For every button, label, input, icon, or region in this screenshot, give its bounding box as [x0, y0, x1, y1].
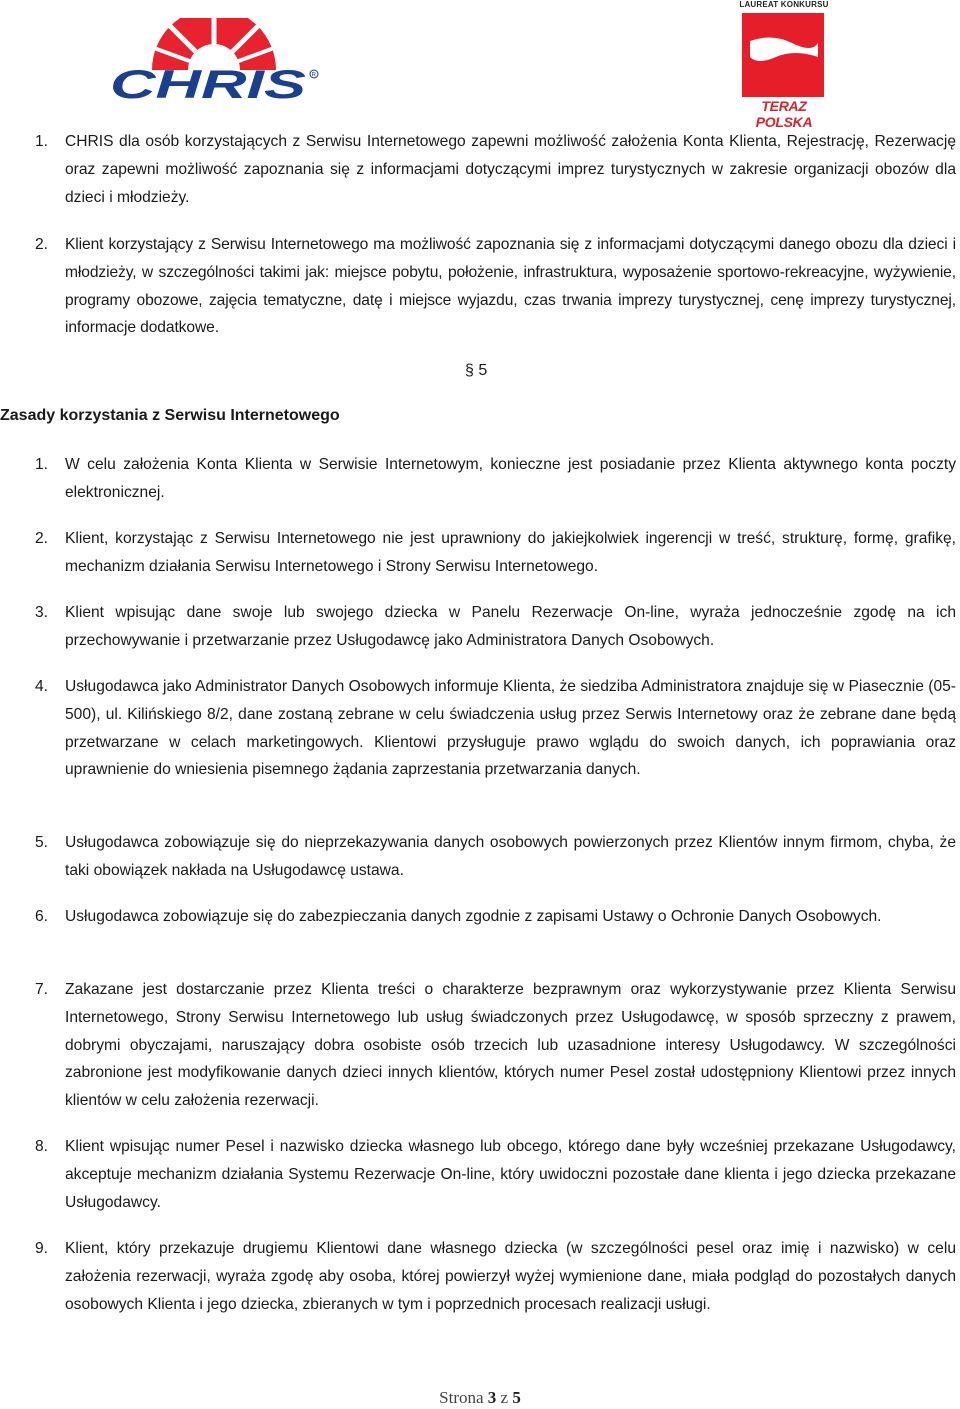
- rule-item-number: 6.: [35, 908, 49, 925]
- svg-text:R: R: [311, 72, 316, 79]
- rule-item-3: [35, 599, 956, 655]
- intro-item-number: 1.: [35, 133, 49, 150]
- rule-item-5: [35, 829, 956, 885]
- award-emblem: [742, 13, 824, 97]
- rule-item-text: W celu założenia Konta Klienta w Serwisie Internetowym, konieczne jest posiadanie przez Klienta aktywnego konta poczty elektronicznej.: [65, 456, 956, 501]
- intro-item-number: 2.: [35, 236, 49, 253]
- rule-item-number: 9.: [35, 1240, 49, 1257]
- rule-item-text: Usługodawca zobowiązuje się do nieprzekazywania danych osobowych powierzonych przez Klientów innym firmom, chyba, że taki obowiązek nakłada na Usługodawcę ustawa.: [65, 834, 956, 879]
- rule-item-7: [35, 976, 956, 1115]
- rule-item-number: 7.: [35, 981, 49, 998]
- rule-item-number: 5.: [35, 834, 49, 851]
- rule-item-number: 1.: [35, 456, 49, 473]
- footer-page-total: 5: [512, 1388, 521, 1407]
- rule-item-number: 3.: [35, 604, 49, 621]
- rule-item-text: Klient wpisując numer Pesel i nazwisko dziecka własnego lub obcego, którego dane były wcześniej przekazane Usługodawcy, akceptuje mechanizm działania Systemu Rezerwacje On-line, który uwidoczni pozostałe dane klienta i jego dziecka przekazane Usługodawcy.: [65, 1138, 956, 1211]
- intro-item-1: [35, 128, 956, 211]
- rule-item-text: Klient, który przekazuje drugiemu Klientowi dane własnego dziecka (w szczególności pesel oraz imię i nazwisko) w celu założenia rezerwacji, wyraża zgodę aby osoba, której powierzył wyżej wymienione dane, miała podgląd do pozostałych danych osobowych Klienta i jego dziecka, zbieranych w tym i poprzednich procesach realizacji usługi.: [65, 1240, 956, 1313]
- page-footer: [0, 1388, 960, 1408]
- chris-logo-text: CHRIS: [110, 63, 307, 104]
- intro-item-text: Klient korzystający z Serwisu Internetowego ma możliwość zapoznania się z informacjami dotyczącymi danego obozu dla dzieci i młodzieży, w szczególności takimi jak: miejsce pobytu, położenie, infrastruktura, wyposażenie sportowo-rekreacyjne, wyżywienie, programy obozowe, zajęcia tematyczne, datę i miejsce wyjazdu, czas trwania imprezy turystycznej, cenę imprezy turystycznej, informacje dodatkowe.: [65, 236, 956, 337]
- rule-item-2: [35, 525, 956, 581]
- rule-item-text: Klient, korzystając z Serwisu Internetowego nie jest uprawniony do jakiejkolwiek ingerencji w treść, strukturę, formę, grafikę, mechanizm działania Serwisu Internetowego i Strony Serwisu Internetowego.: [65, 530, 956, 575]
- rule-item-6: [35, 903, 956, 931]
- section-title: Zasady korzystania z Serwisu Internetowego: [0, 407, 340, 424]
- rule-item-text: Zakazane jest dostarczanie przez Klienta treści o charakterze bezprawnym oraz wykorzystywanie przez Klienta Serwisu Internetowego, Strony Serwisu Internetowego lub usług świadczonych przez Usługodawcę, w sposób sprzeczny z prawem, dobrymi obyczajami, naruszający dobra osobiste osób trzecich lub uzasadnione interesy Usługodawcy. W szczególności zabronione jest modyfikowanie danych dzieci innych klientów, których numer Pesel został udostępniony Klientowi przez innych klientów w celu założenia rezerwacji.: [65, 981, 956, 1110]
- rule-item-text: Usługodawca zobowiązuje się do zabezpieczania danych zgodnie z zapisami Ustawy o Ochronie Danych Osobowych.: [65, 908, 882, 925]
- rule-item-text: Klient wpisując dane swoje lub swojego dziecka w Panelu Rezerwacje On-line, wyraża jednocześnie zgodę na ich przechowywanie i przetwarzanie przez Usługodawcę jako Administratora Danych Osobowych.: [65, 604, 956, 649]
- award-subtitle: TERAZ POLSKA: [755, 98, 813, 130]
- rule-item-8: [35, 1133, 956, 1216]
- chris-logo: [108, 18, 320, 104]
- rule-item-4: [35, 673, 956, 784]
- footer-label: Strona: [439, 1388, 484, 1407]
- rule-item-text: Usługodawca jako Administrator Danych Osobowych informuje Klienta, że siedziba Administratora znajduje się w Piasecznie (05-500), ul. Kilińskiego 8/2, dane zostaną zebrane w celu świadczenia usług przez Serwis Internetowy oraz że zebrane dane będą przetwarzane w celach marketingowych. Klientowi przysługuje prawo wglądu do swoich danych, ich poprawiania oraz uprawnienie do wniesienia pisemnego żądania zaprzestania przetwarzania danych.: [65, 678, 956, 779]
- award-caption: LAUREAT KONKURSU: [739, 0, 829, 9]
- rule-item-9: [35, 1235, 956, 1318]
- rule-item-number: 8.: [35, 1138, 49, 1155]
- rule-item-1: [35, 451, 956, 507]
- rule-item-number: 4.: [35, 678, 49, 695]
- rule-item-number: 2.: [35, 530, 49, 547]
- teraz-polska-award: [738, 0, 830, 130]
- section-mark: § 5: [465, 362, 488, 379]
- intro-item-text: CHRIS dla osób korzystających z Serwisu Internetowego zapewni możliwość założenia Konta Klienta, Rejestrację, Rezerwację oraz zapewni możliwość zapoznania się z informacjami dotyczącymi imprez turystycznych w zakresie organizacji obozów dla dzieci i młodzieży.: [65, 133, 956, 206]
- intro-item-2: [35, 231, 956, 342]
- footer-separator: z: [500, 1388, 509, 1407]
- footer-page-number: 3: [487, 1388, 497, 1407]
